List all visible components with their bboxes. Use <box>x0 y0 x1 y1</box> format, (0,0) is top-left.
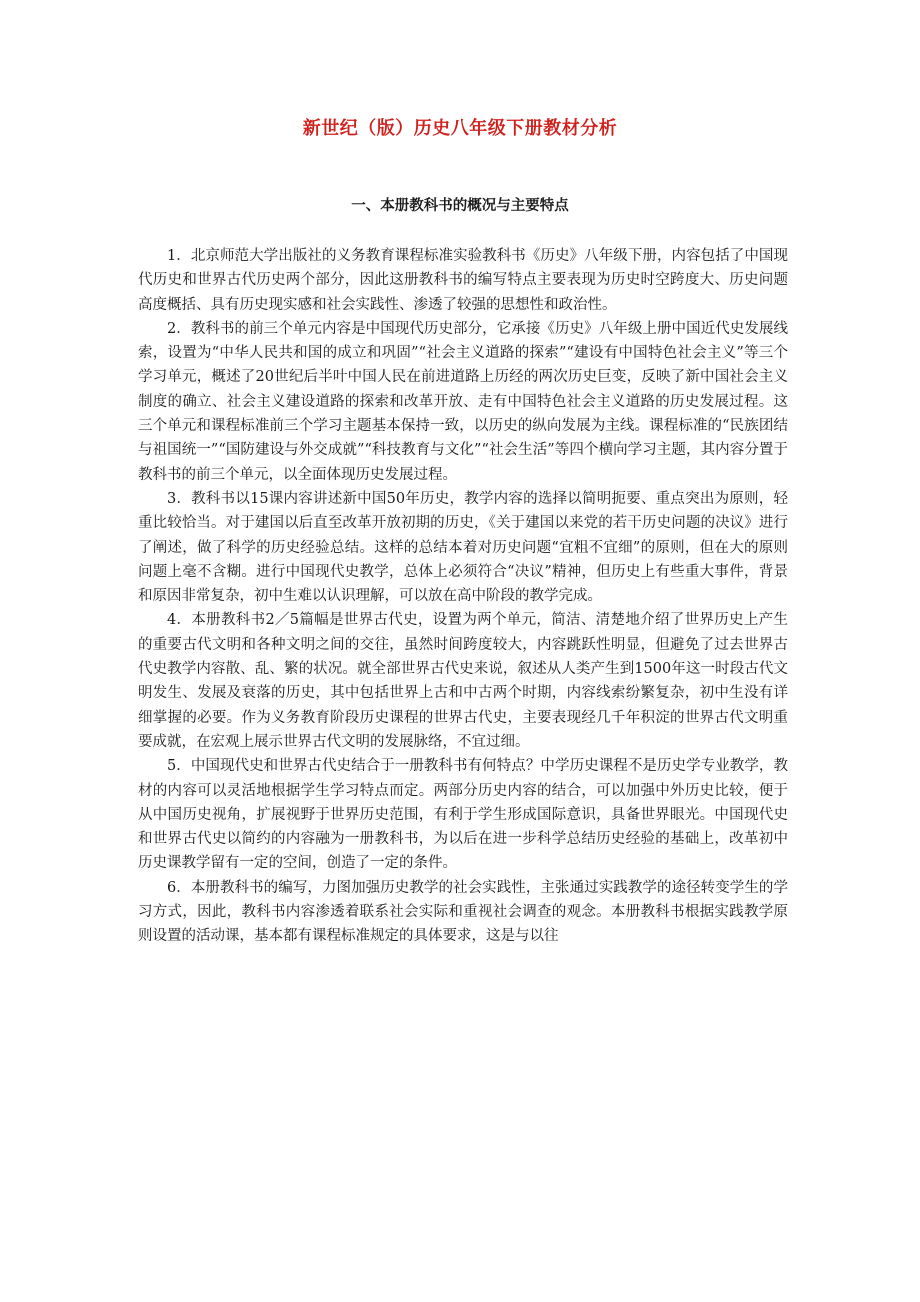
section-heading: 一、本册教科书的概况与主要特点 <box>351 197 569 214</box>
paragraph-4: 4．本册教科书2／5篇幅是世界古代史，设置为两个单元，简洁、清楚地介绍了世界历史上产生的重要古代文明和各种文明之间的交往，虽然时间跨度较大，内容跳跃性明显，但避免了过去世界古代史教学内容散、乱、繁的状况。就全部世界古代史来说，叙述从人类产生到1500年这一时段古代文明发生、发展及衰落的历史，其中包括世界上古和中古两个时期，内容线索纷繁复杂，初中生没有详细掌握的必要。作为义务教育阶段历史课程的世界古代史，主要表现经几千年积淀的世界古代文明重要成就，在宏观上展示世界古代文明的发展脉络，不宜过细。 <box>138 612 788 750</box>
paragraph-3: 3．教科书以15课内容讲述新中国50年历史，教学内容的选择以简明扼要、重点突出为原则，轻重比较恰当。对于建国以后直至改革开放初期的历史，《关于建国以来党的若干历史问题的决议》进行了阐述，做了科学的历史经验总结。这样的总结本着对历史问题“宜粗不宜细”的原则，但在大的原则问题上毫不含糊。进行中国现代史教学，总体上必须符合“决议”精神，但历史上有些重大事件，背景和原因非常复杂，初中生难以认识理解，可以放在高中阶段的教学完成。 <box>138 490 788 605</box>
paragraph-6: 6．本册教科书的编写，力图加强历史教学的社会实践性，主张通过实践教学的途径转变学生的学习方式，因此，教科书内容渗透着联系社会实际和重视社会调查的观念。本册教科书根据实践教学原则设置的活动课，基本都有课程标准规定的具体要求，这是与以往 <box>138 879 788 945</box>
paragraph-2: 2．教科书的前三个单元内容是中国现代历史部分，它承接《历史》八年级上册中国近代史发展线索，设置为“中华人民共和国的成立和巩固”“社会主义道路的探索”“建设有中国特色社会主义”等三个学习单元，概述了20世纪后半叶中国人民在前进道路上历经的两次历史巨变，反映了新中国社会主义制度的确立、社会主义建设道路的探索和改革开放、走有中国特色社会主义道路的历史发展过程。这三个单元和课程标准前三个学习主题基本保持一致，以历史的纵向发展为主线。课程标准的“民族团结与祖国统一”“国防建设与外交成就”“科技教育与文化”“社会生活”等四个横向学习主题，其内容分置于教科书的前三个单元，以全面体现历史发展过程。 <box>138 320 788 483</box>
paragraph-5: 5．中国现代史和世界古代史结合于一册教科书有何特点？中学历史课程不是历史学专业教学，教材的内容可以灵活地根据学生学习特点而定。两部分历史内容的结合，可以加强中外历史比较，便于从中国历史视角，扩展视野于世界历史范围，有利于学生形成国际意识，具备世界眼光。中国现代史和世界古代史以简约的内容融为一册教科书，为以后在进一步科学总结历史经验的基础上，改革初中历史课教学留有一定的空间，创造了一定的条件。 <box>138 758 788 872</box>
document-title: 新世纪（版）历史八年级下册教材分析 <box>302 118 618 139</box>
document-body <box>138 244 788 949</box>
paragraph-1: 1．北京师范大学出版社的义务教育课程标准实验教科书《历史》八年级下册，内容包括了中国现代历史和世界古代历史两个部分，因此这册教科书的编写特点主要表现为历史时空跨度大、历史问题高度概括、具有历史现实感和社会实践性、渗透了较强的思想性和政治性。 <box>138 248 788 313</box>
